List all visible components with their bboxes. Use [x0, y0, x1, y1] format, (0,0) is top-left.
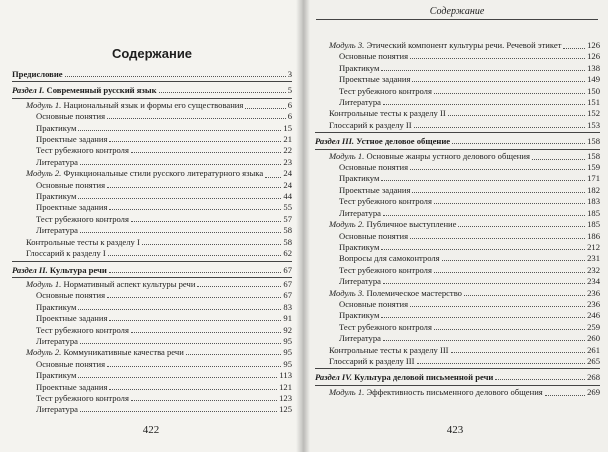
toc-entry-title: Проектные задания [36, 381, 108, 392]
toc-page-number: 236 [587, 298, 600, 309]
toc-entry-title: Практикум [36, 370, 77, 381]
toc-entry-title: Проектные задания [36, 202, 108, 213]
toc-entry-title: Практикум [36, 122, 77, 133]
toc-entry-title: Основные понятия [36, 111, 106, 122]
toc-page-number: 231 [587, 253, 600, 264]
toc-entry [315, 162, 600, 173]
toc-entry [12, 359, 292, 370]
toc-page-number: 24 [283, 168, 292, 179]
toc-entry [12, 393, 292, 404]
toc-entry-prefix: Модуль 1. [26, 278, 62, 289]
dot-leader [417, 363, 586, 364]
toc-entry-title: Тест рубежного контроля [339, 264, 432, 275]
toc-entry [12, 214, 292, 225]
book-gutter [296, 0, 310, 452]
dot-leader [131, 221, 281, 222]
toc-entry [315, 74, 600, 85]
toc-entry-prefix: Модуль 3. [329, 287, 365, 298]
toc-page-number: 126 [587, 51, 600, 62]
toc-entry [315, 372, 600, 383]
toc-entry-title: Практикум [36, 301, 77, 312]
dot-leader [464, 295, 585, 296]
toc-page-number: 91 [283, 313, 292, 324]
toc-page-number: 113 [279, 370, 292, 381]
toc-entry [12, 347, 292, 358]
toc-page-number: 150 [587, 85, 600, 96]
toc-page-number: 95 [283, 347, 292, 358]
toc-entry-title: Модуль 1. Национальный язык и формы его существования [26, 99, 244, 110]
toc-entry [315, 63, 600, 74]
dot-leader [410, 306, 585, 307]
toc-entry [12, 382, 292, 393]
toc-page-number: 232 [587, 264, 600, 275]
toc-page-number: 67 [283, 264, 292, 275]
right-page [302, 0, 608, 452]
toc-entry [315, 136, 600, 147]
toc-page-number: 259 [587, 321, 600, 332]
dot-leader [78, 309, 281, 310]
dot-leader [65, 76, 286, 77]
toc-entry-title: Проектные задания [36, 313, 108, 324]
toc-entry-title: Основные понятия [339, 51, 409, 62]
toc-entry-prefix: Модуль 1. [329, 386, 365, 397]
toc-entry-title: Раздел II. Культура речи [12, 264, 107, 275]
dot-leader [107, 118, 286, 119]
toc-page-number: 171 [587, 173, 600, 184]
toc-entry [12, 180, 292, 191]
toc-entry [12, 69, 292, 80]
toc-entry-title: Тест рубежного контроля [36, 145, 129, 156]
toc-entry [315, 345, 600, 356]
toc-entry-title: Проектные задания [339, 74, 411, 85]
toc-page-number: 95 [283, 335, 292, 346]
toc-entry-title: Тест рубежного контроля [339, 85, 432, 96]
toc-entry-title: Тест рубежного контроля [36, 392, 129, 403]
dot-leader [107, 297, 281, 298]
toc-page-number: 234 [587, 276, 600, 287]
toc-page-number: 123 [279, 392, 292, 403]
toc-page-number: 185 [587, 219, 600, 230]
toc-page-number: 158 [587, 150, 600, 161]
toc-page-number: 6 [287, 99, 292, 110]
toc-entry-prefix: Раздел II. [12, 264, 48, 275]
toc-page-number: 236 [587, 287, 600, 298]
toc-page-number: 149 [587, 74, 600, 85]
toc-page-number: 151 [587, 97, 600, 108]
dot-leader [383, 283, 585, 284]
dot-leader [197, 286, 281, 287]
toc-entry-title: Практикум [339, 62, 380, 73]
toc-entry-title: Основные понятия [36, 179, 106, 190]
toc-entry-title: Тест рубежного контроля [339, 196, 432, 207]
toc-entry [12, 237, 292, 248]
toc-entry-title: Проектные задания [339, 184, 411, 195]
section-rule [12, 277, 292, 278]
toc-entry-prefix: Модуль 1. [26, 99, 62, 110]
toc-page-number: 67 [283, 290, 292, 301]
toc-entry-title: Литература [339, 276, 381, 287]
toc-entry-title: Глоссарий к разделу II [329, 119, 412, 130]
dot-leader [80, 164, 281, 165]
toc-entry-title: Вопросы для самоконтроля [339, 253, 440, 264]
toc-list-right [315, 40, 600, 398]
toc-entry-title: Модуль 3. Полемическое мастерство [329, 287, 462, 298]
dot-leader [108, 255, 282, 256]
toc-page-number: 95 [283, 358, 292, 369]
toc-entry-title: Практикум [339, 173, 380, 184]
toc-entry-title: Тест рубежного контроля [339, 321, 432, 332]
dot-leader [80, 411, 277, 412]
dot-leader [265, 177, 281, 178]
toc-entry [315, 231, 600, 242]
toc-entry-title: Модуль 2. Публичное выступление [329, 219, 457, 230]
section-rule [12, 98, 292, 99]
toc-entry-title: Основные понятия [339, 162, 409, 173]
toc-entry-title: Раздел III. Устное деловое общение [315, 136, 451, 147]
dot-leader [109, 320, 281, 321]
toc-entry [315, 356, 600, 367]
toc-entry [12, 85, 292, 96]
toc-entry [315, 219, 600, 230]
section-rule [12, 261, 292, 262]
toc-entry [12, 168, 292, 179]
toc-entry-prefix: Модуль 2. [26, 347, 62, 358]
toc-page-number: 6 [287, 111, 292, 122]
toc-entry [315, 208, 600, 219]
toc-page-number: 21 [283, 134, 292, 145]
toc-entry-title: Раздел IV. Культура деловой письменной речи [315, 372, 494, 383]
toc-entry [315, 333, 600, 344]
dot-leader [495, 379, 585, 380]
dot-leader [410, 238, 585, 239]
dot-leader [131, 400, 277, 401]
toc-page-number: 246 [587, 310, 600, 321]
toc-entry [315, 276, 600, 287]
dot-leader [414, 127, 585, 128]
dot-leader [434, 203, 585, 204]
toc-entry [315, 40, 600, 51]
toc-entry [315, 310, 600, 321]
toc-entry [12, 302, 292, 313]
dot-leader [142, 244, 282, 245]
toc-entry-title: Модуль 1. Нормативный аспект культуры речи [26, 278, 196, 289]
toc-entry-title: Модуль 1. Основные жанры устного делового общения [329, 150, 530, 161]
toc-entry-title: Модуль 3. Этический компонент культуры речи. Речевой этикет [329, 40, 562, 50]
section-rule [315, 368, 600, 369]
toc-entry [12, 225, 292, 236]
toc-entry-title: Основные понятия [339, 298, 409, 309]
dot-leader [383, 215, 585, 216]
toc-entry [315, 288, 600, 299]
toc-entry [12, 336, 292, 347]
toc-page-number: 153 [587, 119, 600, 130]
toc-entry-title: Модуль 1. Эффективность письменного делового общения [329, 386, 543, 397]
toc-entry [12, 313, 292, 324]
toc-page-number: 57 [283, 213, 292, 224]
toc-entry [12, 202, 292, 213]
toc-entry-title: Контрольные тесты к разделу I [26, 236, 140, 247]
toc-entry [315, 120, 600, 131]
toc-entry-title: Литература [36, 335, 78, 346]
dot-leader [412, 81, 585, 82]
toc-entry-prefix: Раздел I. [12, 85, 45, 96]
toc-entry-title: Модуль 2. Коммуникативные качества речи [26, 347, 184, 358]
toc-entry-prefix: Раздел IV. [315, 372, 352, 383]
dot-leader [412, 192, 585, 193]
toc-entry-title: Предисловие [12, 69, 63, 79]
toc-entry-title: Литература [339, 333, 381, 344]
toc-entry [315, 86, 600, 97]
toc-entry-title: Тест рубежного контроля [36, 213, 129, 224]
section-rule [315, 132, 600, 133]
dot-leader [78, 377, 277, 378]
toc-page-number: 138 [587, 62, 600, 73]
dot-leader [434, 93, 585, 94]
toc-entry [12, 279, 292, 290]
dot-leader [107, 187, 281, 188]
dot-leader [109, 141, 281, 142]
toc-entry-title: Глоссарий к разделу III [329, 355, 415, 366]
toc-entry [12, 290, 292, 301]
toc-entry [12, 100, 292, 111]
toc-page-number: 5 [287, 85, 292, 96]
dot-leader [442, 260, 585, 261]
toc-page-number: 22 [283, 145, 292, 156]
toc-page-number: 159 [587, 162, 600, 173]
toc-page-number: 261 [587, 344, 600, 355]
toc-entry [12, 404, 292, 415]
toc-page-number: 212 [587, 241, 600, 252]
toc-entry [315, 51, 600, 62]
toc-page-number: 126 [587, 40, 600, 50]
dot-leader [78, 130, 281, 131]
dot-leader [410, 58, 585, 59]
toc-entry-prefix: Раздел III. [315, 136, 355, 147]
toc-page-number: 58 [283, 236, 292, 247]
dot-leader [131, 152, 281, 153]
dot-leader [434, 329, 585, 330]
dot-leader [448, 115, 585, 116]
dot-leader [109, 209, 281, 210]
dot-leader [563, 48, 585, 49]
toc-entry [12, 157, 292, 168]
dot-leader [532, 159, 585, 160]
toc-page-number: 121 [279, 381, 292, 392]
toc-entry [12, 248, 292, 259]
toc-entry [315, 196, 600, 207]
dot-leader [186, 354, 282, 355]
dot-leader [78, 198, 281, 199]
section-rule [315, 149, 600, 150]
dot-leader [107, 366, 281, 367]
toc-entry-title: Основные понятия [36, 358, 106, 369]
toc-entry-prefix: Модуль 1. [329, 150, 365, 161]
toc-entry-prefix: Модуль 2. [26, 168, 62, 179]
toc-entry [12, 145, 292, 156]
toc-entry [12, 123, 292, 134]
toc-page-number: 269 [587, 386, 600, 397]
toc-list-left [12, 69, 292, 416]
section-rule [12, 81, 292, 82]
dot-leader [383, 340, 585, 341]
left-page [0, 0, 302, 452]
toc-entry-title: Контрольные тесты к разделу III [329, 344, 449, 355]
dot-leader [381, 249, 585, 250]
toc-entry [12, 265, 292, 276]
toc-entry-prefix: Модуль 2. [329, 219, 365, 230]
toc-page-number: 158 [587, 136, 600, 147]
dot-leader [159, 92, 286, 93]
toc-page-number: 265 [587, 355, 600, 366]
toc-page-number: 92 [283, 324, 292, 335]
page-number-right: 423 [446, 424, 464, 436]
toc-entry [315, 265, 600, 276]
dot-leader [381, 317, 585, 318]
dot-leader [545, 395, 585, 396]
toc-entry [12, 325, 292, 336]
toc-entry [315, 97, 600, 108]
toc-entry-title: Модуль 2. Функциональные стили русского литературного языка [26, 168, 264, 179]
toc-page-number: 83 [283, 301, 292, 312]
toc-entry [315, 299, 600, 310]
toc-entry-title: Литература [339, 97, 381, 108]
toc-page-number: 260 [587, 333, 600, 344]
dot-leader [451, 352, 586, 353]
toc-entry-title: Контрольные тесты к разделу II [329, 108, 446, 119]
toc-page-number: 186 [587, 230, 600, 241]
toc-page-number: 185 [587, 207, 600, 218]
toc-page-number: 55 [283, 202, 292, 213]
toc-page-number: 44 [283, 191, 292, 202]
dot-leader [245, 108, 285, 109]
dot-leader [109, 272, 282, 273]
dot-leader [458, 226, 585, 227]
dot-leader [452, 143, 585, 144]
toc-entry-title: Раздел I. Современный русский язык [12, 85, 157, 96]
toc-page-number: 182 [587, 184, 600, 195]
toc-entry-title: Основные понятия [339, 230, 409, 241]
running-head: Содержание [316, 6, 598, 20]
toc-entry-title: Практикум [339, 241, 380, 252]
toc-entry-title: Литература [339, 207, 381, 218]
toc-entry-title: Глоссарий к разделу I [26, 248, 106, 259]
toc-entry [12, 370, 292, 381]
toc-entry-title: Литература [36, 156, 78, 167]
toc-entry [315, 253, 600, 264]
section-rule [315, 385, 600, 386]
toc-entry-prefix: Модуль 3. [329, 40, 365, 50]
dot-leader [410, 169, 585, 170]
toc-page-number: 62 [283, 248, 292, 259]
toc-page-number: 58 [283, 225, 292, 236]
toc-page-number: 125 [279, 404, 292, 415]
toc-entry [12, 191, 292, 202]
dot-leader [80, 343, 281, 344]
page-number-left: 422 [142, 424, 160, 436]
toc-entry [315, 387, 600, 398]
toc-entry [315, 151, 600, 162]
toc-entry-title: Практикум [339, 310, 380, 321]
toc-page-number: 23 [283, 156, 292, 167]
toc-entry-title: Литература [36, 404, 78, 415]
toc-entry [315, 108, 600, 119]
toc-page-number: 268 [587, 372, 600, 383]
toc-entry-title: Литература [36, 225, 78, 236]
toc-page-number: 15 [283, 122, 292, 133]
toc-page-number: 67 [283, 278, 292, 289]
dot-leader [434, 272, 585, 273]
toc-entry-title: Проектные задания [36, 134, 108, 145]
toc-page-number: 152 [587, 108, 600, 119]
toc-entry [12, 111, 292, 122]
toc-entry [315, 173, 600, 184]
toc-entry-title: Практикум [36, 191, 77, 202]
toc-page-number: 3 [287, 69, 292, 79]
toc-entry [315, 185, 600, 196]
dot-leader [131, 332, 281, 333]
toc-entry-title: Основные понятия [36, 290, 106, 301]
toc-entry [12, 134, 292, 145]
dot-leader [381, 70, 585, 71]
toc-page-number: 24 [283, 179, 292, 190]
dot-leader [80, 232, 281, 233]
toc-page-number: 183 [587, 196, 600, 207]
toc-entry-title: Тест рубежного контроля [36, 324, 129, 335]
dot-leader [381, 180, 585, 181]
toc-entry [315, 242, 600, 253]
toc-title: Содержание [111, 46, 193, 61]
toc-entry [315, 322, 600, 333]
dot-leader [109, 389, 277, 390]
dot-leader [383, 104, 585, 105]
